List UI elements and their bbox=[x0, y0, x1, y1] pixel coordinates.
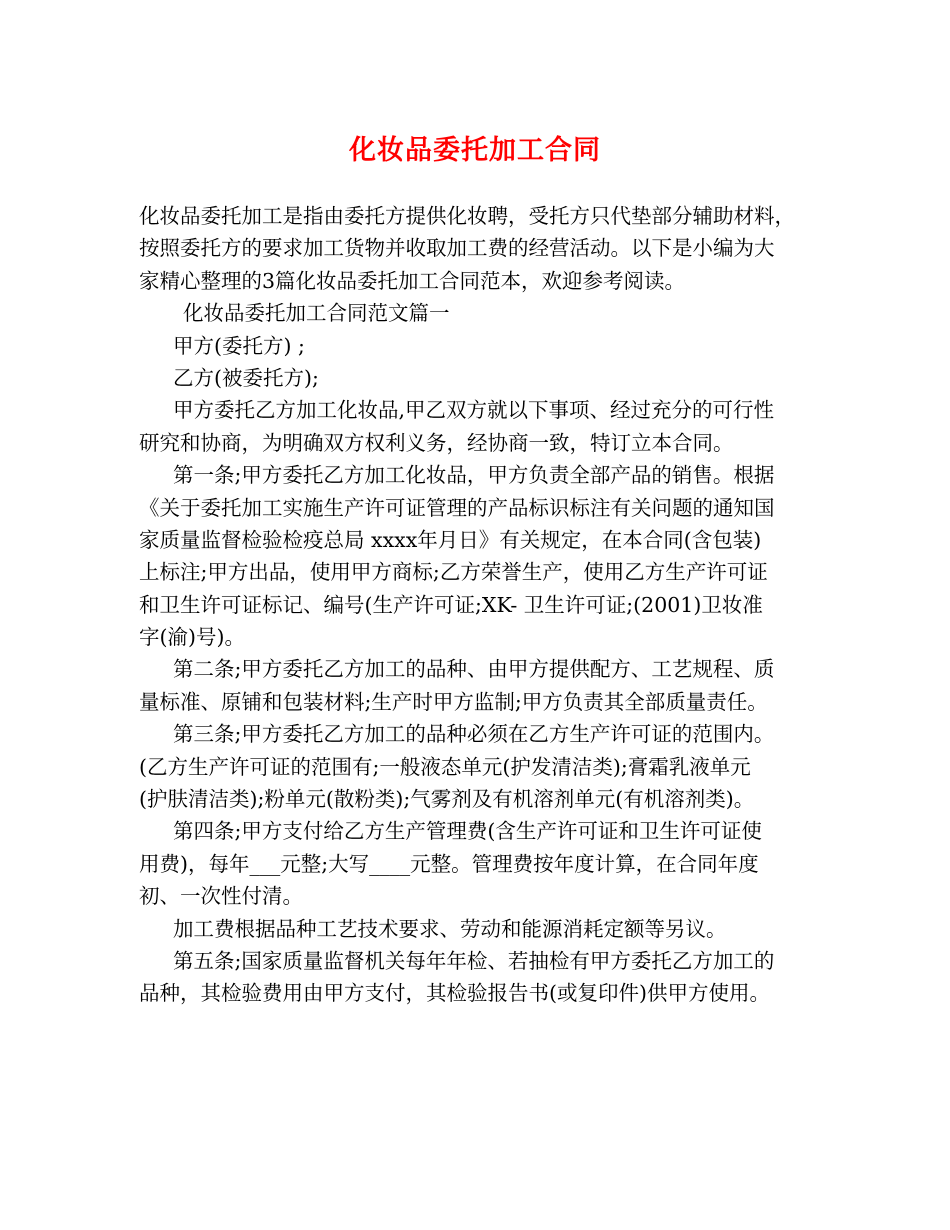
article4-line-2: 用费)，每年___元整;大写____元整。管理费按年度计算，在合同年度 bbox=[139, 851, 759, 876]
article5-line-2: 品种，其检验费用由甲方支付，其检验报告书(或复印件)供甲方使用。 bbox=[139, 981, 770, 1006]
article1-line-3: 家质量监督检验检疫总局 xxxx年月日》有关规定，在本合同(含包装) bbox=[139, 527, 762, 552]
section-heading: 化妆品委托加工合同范文篇一 bbox=[183, 301, 450, 326]
intro-line-3: 家精心整理的3篇化妆品委托加工合同范本，欢迎参考阅读。 bbox=[139, 268, 686, 293]
para1-line-2: 研究和协商，为明确双方权利义务，经协商一致，特订立本合同。 bbox=[139, 430, 734, 455]
article2-line-1: 第二条;甲方委托乙方加工的品种、由甲方提供配方、工艺规程、质 bbox=[173, 657, 775, 682]
article3-line-2: (乙方生产许可证的范围有;一般液态单元(护发清洁类);膏霜乳液单元 bbox=[139, 754, 751, 779]
intro-line-2: 按照委托方的要求加工货物并收取加工费的经营活动。以下是小编为大 bbox=[139, 236, 775, 261]
article1-line-6: 字(渝)号)。 bbox=[139, 625, 245, 650]
document-title: 化妆品委托加工合同 bbox=[349, 135, 601, 166]
intro-line-1: 化妆品委托加工是指由委托方提供化妆聘，受托方只代垫部分辅助材料， bbox=[139, 204, 795, 228]
article3-line-1: 第三条;甲方委托乙方加工的品种必须在乙方生产许可证的范围内。 bbox=[173, 722, 775, 747]
article1-line-2: 《关于委托加工实施生产许可证管理的产品标识标注有关问题的通知国 bbox=[139, 495, 775, 520]
para1-line-1: 甲方委托乙方加工化妆品,甲乙双方就以下事项、经过充分的可行性 bbox=[173, 398, 775, 423]
article1-line-5: 和卫生许可证标记、编号(生产许可证;XK- 卫生许可证;(2001)卫妆准 bbox=[139, 592, 763, 617]
article3-line-3: (护肤清洁类);粉单元(散粉类);气雾剂及有机溶剂单元(有机溶剂类)。 bbox=[139, 787, 755, 812]
article4-line-3: 初、一次性付清。 bbox=[139, 884, 303, 909]
article5-line-1: 第五条;国家质量监督机关每年年检、若抽检有甲方委托乙方加工的 bbox=[173, 948, 775, 973]
article4-line-1: 第四条;甲方支付给乙方生产管理费(含生产许可证和卫生许可证使 bbox=[173, 819, 762, 844]
article1-line-4: 上标注;甲方出品，使用甲方商标;乙方荣誉生产，使用乙方生产许可证 bbox=[139, 560, 768, 585]
document-body bbox=[139, 200, 819, 1010]
party-b: 乙方(被委托方); bbox=[173, 365, 319, 390]
para2-line-1: 加工费根据品种工艺技术要求、劳动和能源消耗定额等另议。 bbox=[173, 916, 727, 941]
party-a: 甲方(委托方) ; bbox=[173, 333, 305, 358]
article1-line-1: 第一条;甲方委托乙方加工化妆品，甲方负责全部产品的销售。根据 bbox=[173, 463, 775, 488]
article2-line-2: 量标准、原铺和包装材料;生产时甲方监制;甲方负责其全部质量责任。 bbox=[139, 689, 768, 714]
